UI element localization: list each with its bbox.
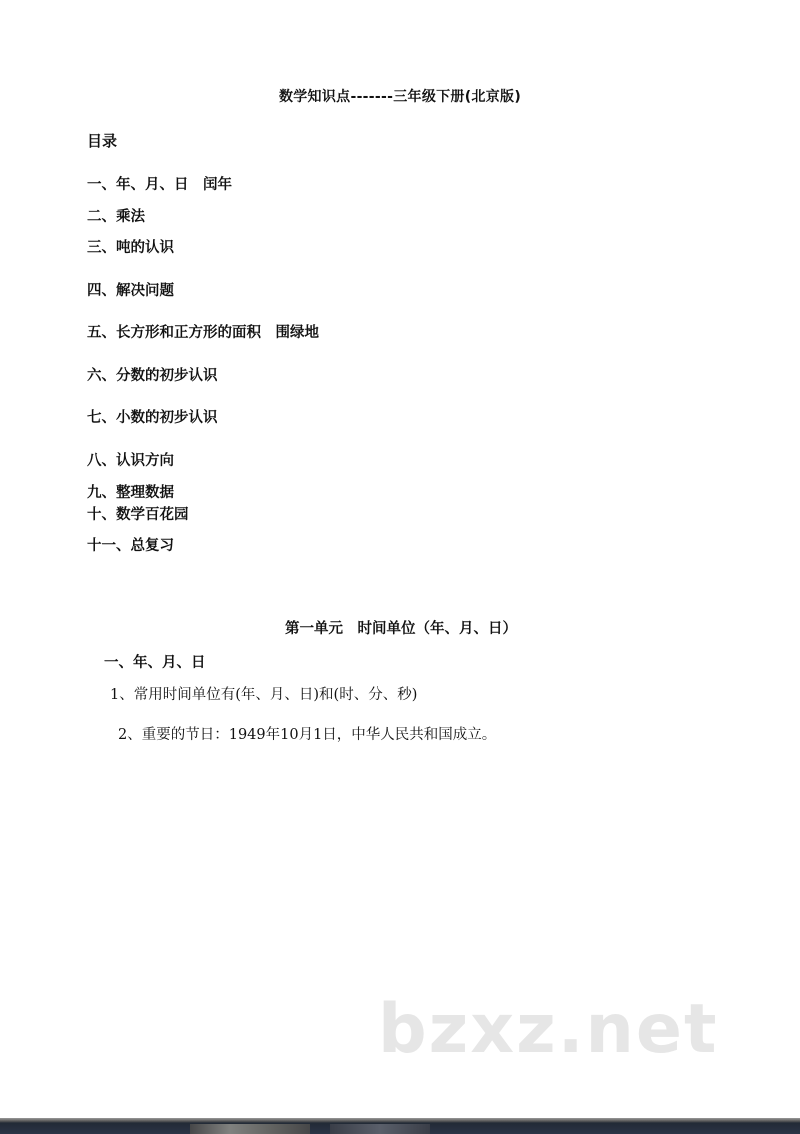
toc-item: 二、乘法 (87, 209, 145, 225)
toc-item: 十一、总复习 (87, 538, 174, 554)
next-page-preview (330, 1124, 430, 1134)
toc-item: 四、解决问题 (87, 283, 174, 299)
toc-item: 三、吨的认识 (87, 240, 174, 256)
unit-title: 第一单元 时间单位（年、月、日） (285, 621, 517, 637)
paragraph: 1、常用时间单位有(年、月、日)和(时、分、秒) (110, 687, 418, 703)
toc-item: 六、分数的初步认识 (87, 368, 218, 384)
toc-item: 十、数学百花园 (87, 507, 189, 523)
watermark: bzxz.net (378, 990, 719, 1069)
toc-heading: 目录 (87, 132, 118, 150)
toc-item: 七、小数的初步认识 (87, 410, 218, 426)
document-title: 数学知识点-------三年级下册(北京版) (278, 89, 522, 105)
next-page-preview (190, 1124, 310, 1134)
toc-item: 五、长方形和正方形的面积 围绿地 (87, 325, 319, 341)
section-heading: 一、年、月、日 (104, 655, 206, 671)
toc-item: 一、年、月、日 闰年 (87, 177, 232, 193)
toc-item: 八、认识方向 (87, 453, 174, 469)
paragraph: 2、重要的节日：1949年10月1日，中华人民共和国成立。 (118, 727, 497, 743)
toc-item: 九、整理数据 (87, 485, 174, 501)
